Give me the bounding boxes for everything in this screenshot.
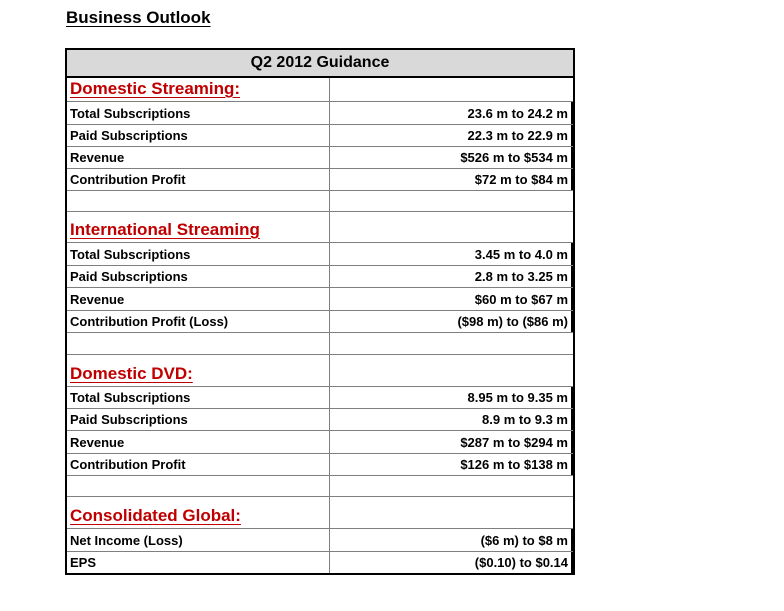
row-label: Paid Subscriptions: [70, 412, 188, 427]
section-header-row: [67, 355, 573, 387]
row-value: $126 m to $138 m: [329, 454, 573, 475]
row-label: Total Subscriptions: [70, 390, 191, 405]
row-label: EPS: [70, 555, 97, 570]
row-label: Paid Subscriptions: [70, 269, 188, 284]
spacer-row: [67, 191, 573, 212]
section-title-domestic-dvd: Domestic DVD:: [70, 364, 193, 383]
row-label: Net Income (Loss): [70, 532, 183, 548]
table-row: [67, 125, 573, 147]
section-title-international-streaming: International Streaming: [70, 220, 260, 239]
row-value: $72 m to $84 m: [329, 169, 573, 190]
section-value-blank: [329, 497, 573, 528]
row-value: $60 m to $67 m: [329, 288, 573, 310]
row-value: ($98 m) to ($86 m): [329, 311, 573, 332]
row-value: 23.6 m to 24.2 m: [329, 102, 573, 124]
spacer-cell: [67, 333, 329, 354]
row-value: 3.45 m to 4.0 m: [329, 243, 573, 265]
page-title: Business Outlook: [66, 8, 211, 27]
table-row: [67, 243, 573, 266]
spacer-row: [67, 333, 573, 355]
section-header-row: [67, 78, 573, 102]
section-value-blank: [329, 212, 573, 242]
row-label: Total Subscriptions: [70, 105, 191, 121]
row-label: Total Subscriptions: [70, 246, 191, 262]
row-label: Revenue: [70, 434, 125, 450]
table-row: [67, 409, 573, 431]
row-value: 8.9 m to 9.3 m: [329, 409, 573, 430]
row-label: Contribution Profit (Loss): [70, 314, 229, 329]
row-value: 22.3 m to 22.9 m: [329, 125, 573, 146]
spacer-cell: [67, 191, 329, 211]
section-title-consolidated-global: Consolidated Global:: [70, 506, 241, 525]
row-value: 8.95 m to 9.35 m: [329, 387, 573, 408]
row-label: Contribution Profit: [70, 172, 186, 187]
table-header-row: [67, 50, 573, 78]
row-value: $526 m to $534 m: [329, 147, 573, 168]
section-title-domestic-streaming: Domestic Streaming:: [70, 79, 241, 98]
spacer-cell: [329, 476, 573, 496]
row-value: ($6 m) to $8 m: [329, 529, 573, 551]
table-row: [67, 387, 573, 409]
row-value: 2.8 m to 3.25 m: [329, 266, 573, 287]
section-header-row: [67, 212, 573, 243]
table-row: [67, 102, 573, 125]
table-row: [67, 454, 573, 476]
table-row: [67, 147, 573, 169]
table-row: [67, 266, 573, 288]
table-row: [67, 288, 573, 311]
row-value: ($0.10) to $0.14: [329, 552, 573, 573]
table-header: Q2 2012 Guidance: [250, 54, 390, 71]
spacer-cell: [329, 333, 573, 354]
row-label: Contribution Profit: [70, 457, 186, 472]
spacer-row: [67, 476, 573, 497]
table-row: [67, 529, 573, 552]
section-value-blank: [329, 78, 573, 101]
spacer-cell: [67, 476, 329, 496]
table-row: [67, 552, 573, 573]
section-header-row: [67, 497, 573, 529]
table-row: [67, 169, 573, 191]
section-value-blank: [329, 355, 573, 386]
row-label: Revenue: [70, 150, 125, 165]
row-value: $287 m to $294 m: [329, 431, 573, 453]
table-row: [67, 311, 573, 333]
row-label: Revenue: [70, 291, 125, 307]
table-row: [67, 431, 573, 454]
spacer-cell: [329, 191, 573, 211]
guidance-table: [65, 48, 575, 575]
row-label: Paid Subscriptions: [70, 128, 188, 143]
